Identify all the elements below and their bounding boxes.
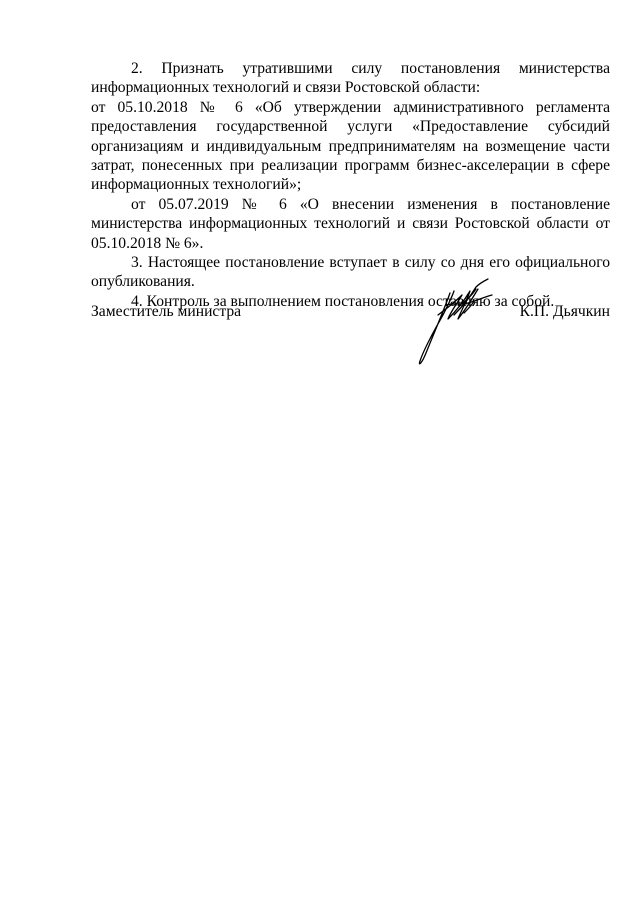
paragraph-2-intro: 2. Признать утратившими силу постановления министерства информационных технологий и связи Ростовской области: xyxy=(91,60,610,97)
signer-name: К.П. Дьячкин xyxy=(519,303,610,320)
paragraph-3: 3. Настоящее постановление вступает в силу со дня его официального опубликования. xyxy=(91,254,610,291)
signature-row xyxy=(91,302,610,324)
position-title: Заместитель министра xyxy=(91,303,242,320)
document-body xyxy=(91,59,610,311)
paragraph-2-item-1: от 05.10.2018 № 6 «Об утверждении административного регламента предоставления государственной услуги «Предоставление субсидий организациям и индивидуальным предпринимателям на возмещение части затрат, понесенных при реализации программ бизнес-акселерации в сфере информационных технологий»; xyxy=(91,98,610,194)
paragraph-2-item-2: от 05.07.2019 № 6 «О внесении изменения в постановление министерства информационных технологий и связи Ростовской области от 05.10.2018 № 6». xyxy=(91,195,610,252)
paragraph-4: 4. Контроль за выполнением постановления оставляю за собой. xyxy=(131,292,555,310)
handwritten-signature-icon xyxy=(410,275,500,370)
